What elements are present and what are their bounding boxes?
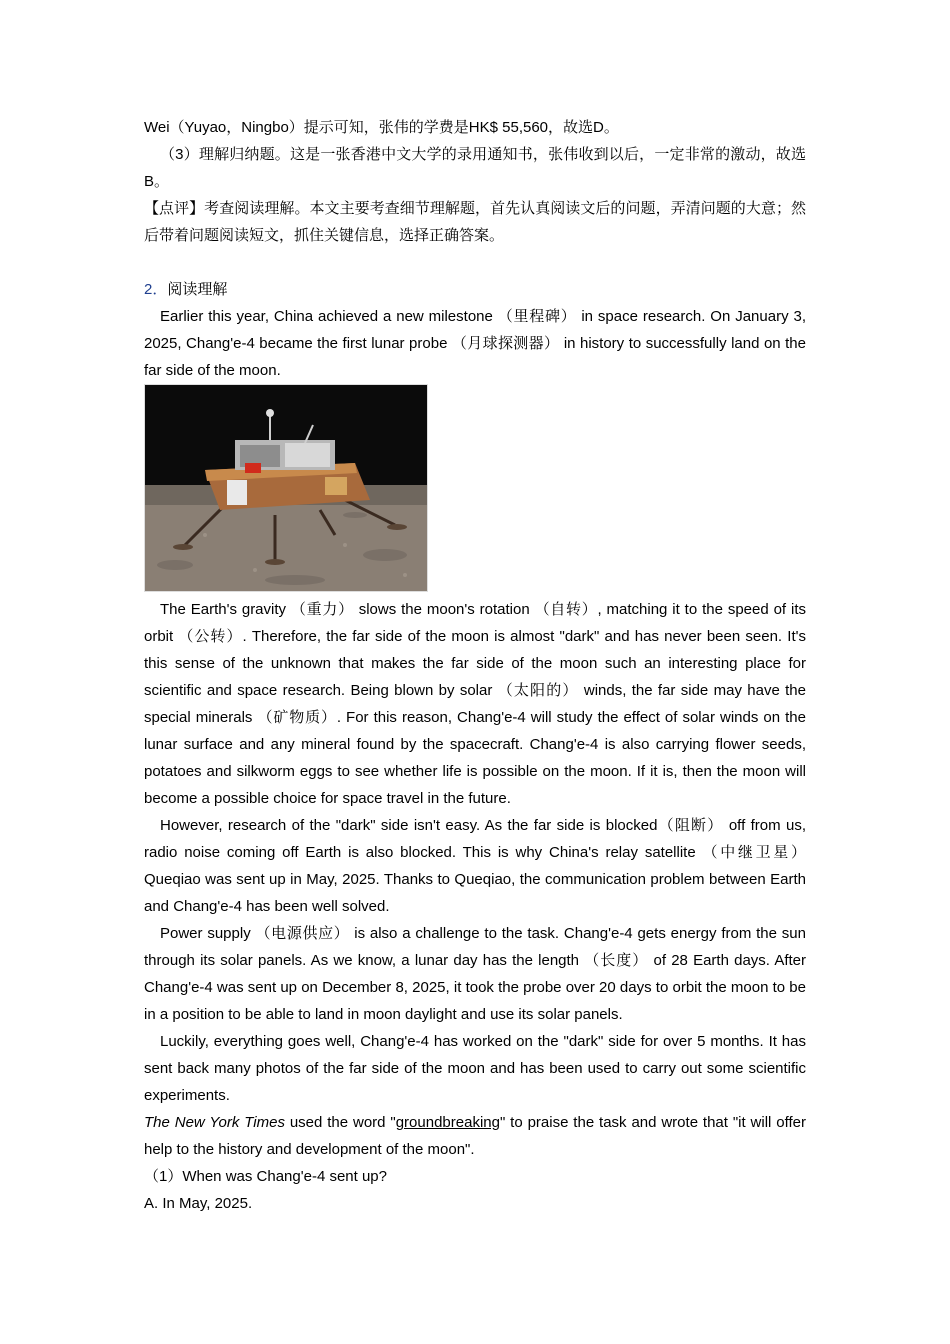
passage-paragraph-2: The Earth's gravity （重力） slows the moon's rotation （自转）, matching it to the speed of its orbit （公转）. Therefore, the far side of the moon is almost "dark" and has never been seen. It's this sense of the unknown that makes the far side of the moon such an interesting place for scientific and space research. Being blown by solar （太阳的） winds, the far side may have the special minerals （矿物质）. For this reason, Chang'e-4 will study the effect of solar winds on the lunar surface and any mineral found by the spacecraft. Chang'e-4 is also carrying flower seeds, potatoes and silkworm eggs to see whether life is possible on the moon. If it is, then the moon will become a possible choice for space travel in the future.: [144, 601, 806, 807]
comment-paragraph: 【点评】考查阅读理解。本文主要考查细节理解题，首先认真阅读文后的问题，弄清问题的大意；然后带着问题阅读短文，抓住关键信息，选择正确答案。: [144, 200, 806, 244]
lunar-lander-photo: [144, 384, 428, 592]
passage-paragraph-1: Earlier this year, China achieved a new milestone （里程碑） in space research. On January 3, 2025, Chang'e-4 became the first lunar probe （月球探测器） in history to successfully land on the far side of the moon.: [144, 308, 806, 379]
section-title: 阅读理解: [167, 281, 228, 298]
section-number: 2．: [144, 281, 168, 298]
passage-paragraph-5: Luckily, everything goes well, Chang'e-4 has worked on the "dark" side for over 5 months. It has sent back many photos of the far side of the moon and has been used to carry out some scientific experiments.: [144, 1033, 806, 1104]
lander-illustration: [145, 385, 427, 591]
question-1-option-a: A. In May, 2025.: [144, 1195, 253, 1212]
passage-paragraph-3: However, research of the "dark" side isn't easy. As the far side is blocked（阻断） off from us, radio noise coming off Earth is also blocked. This is why China's relay satellite （中继卫星） Queqiao was sent up in May, 2025. Thanks to Queqiao, the communication problem between Earth and Chang'e-4 has been well solved.: [144, 817, 806, 915]
passage-paragraph-4: Power supply （电源供应） is also a challenge to the task. Chang'e-4 gets energy from the sun through its solar panels. As we know, a lunar day has the length （长度） of 28 Earth days. After Chang'e-4 was sent up on December 8, 2025, it took the probe over 20 days to orbit the moon to be in a position to be able to land in moon daylight and use its solar panels.: [144, 925, 806, 1023]
underlined-word: groundbreaking: [395, 1114, 500, 1131]
source-name: The New York Times: [144, 1114, 285, 1131]
section-heading: [144, 276, 806, 303]
document-page: [144, 114, 806, 1217]
answer-line-1: Wei（Yuyao，Ningbo）提示可知，张伟的学费是HK$ 55,560，故选D。: [144, 119, 619, 136]
answer-line-2: （3）理解归纳题。这是一张香港中文大学的录用通知书，张伟收到以后，一定非常的激动，故选B。: [144, 146, 806, 190]
passage-p6-part-a: used the word ": [284, 1114, 396, 1131]
question-1: （1）When was Chang'e-4 sent up?: [144, 1168, 387, 1185]
spacer: [144, 249, 806, 276]
passage-p6-part-b: " to praise the task and wrote that "it will offer help to the history and development of the moon".: [144, 1114, 806, 1158]
passage-paragraph-6: [144, 1109, 806, 1163]
